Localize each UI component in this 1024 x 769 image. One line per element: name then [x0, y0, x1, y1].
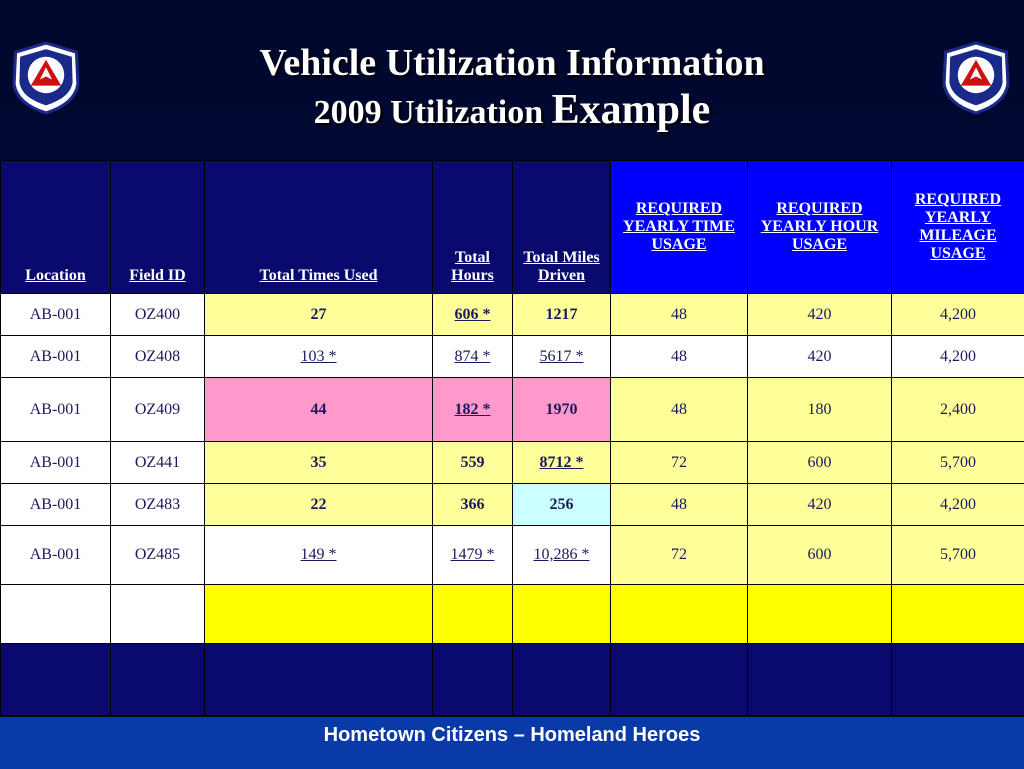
utilization-table — [0, 160, 1024, 716]
empty-cell — [611, 585, 748, 644]
cell-miles: 256 — [513, 484, 611, 526]
table-row — [1, 442, 1024, 484]
slide-title — [0, 38, 1024, 135]
cell-req-hour: 420 — [748, 336, 892, 378]
cell-hours: 366 — [433, 484, 513, 526]
title-line-2-example: Example — [552, 87, 711, 133]
cell-miles: 1217 — [513, 294, 611, 336]
empty-cell — [1, 644, 111, 716]
cell-location: AB-001 — [1, 526, 111, 585]
cell-miles[interactable]: 8712 * — [513, 442, 611, 484]
header-total-times-used: Total Times Used — [205, 161, 433, 294]
empty-cell — [892, 644, 1024, 716]
cell-location: AB-001 — [1, 378, 111, 442]
empty-cell — [748, 585, 892, 644]
empty-cell — [748, 644, 892, 716]
table-row — [1, 294, 1024, 336]
header-required-mileage-usage: REQUIRED YEARLY MILEAGE USAGE — [892, 161, 1024, 294]
title-line-1: Vehicle Utilization Information — [0, 38, 1024, 88]
cell-req-mileage: 4,200 — [892, 484, 1024, 526]
cell-req-mileage: 4,200 — [892, 294, 1024, 336]
title-line-2-year: 2009 Utilization — [314, 94, 543, 131]
cell-req-hour: 600 — [748, 442, 892, 484]
cell-hours[interactable]: 606 * — [433, 294, 513, 336]
table-row — [1, 526, 1024, 585]
cell-req-time: 72 — [611, 442, 748, 484]
cell-req-time: 48 — [611, 378, 748, 442]
title-line-2 — [0, 88, 1024, 135]
header-field-id: Field ID — [111, 161, 205, 294]
cell-times-used[interactable]: 149 * — [205, 526, 433, 585]
empty-cell — [611, 644, 748, 716]
empty-row — [1, 644, 1024, 716]
empty-cell — [111, 585, 205, 644]
empty-cell — [433, 644, 513, 716]
header-required-time-usage: REQUIRED YEARLY TIME USAGE — [611, 161, 748, 294]
cell-miles[interactable]: 5617 * — [513, 336, 611, 378]
header-row — [1, 161, 1024, 294]
table-row — [1, 336, 1024, 378]
cell-req-mileage: 2,400 — [892, 378, 1024, 442]
cell-req-time: 48 — [611, 336, 748, 378]
cell-times-used[interactable]: 103 * — [205, 336, 433, 378]
header-total-hours: Total Hours — [433, 161, 513, 294]
cell-hours[interactable]: 1479 * — [433, 526, 513, 585]
cell-req-mileage: 4,200 — [892, 336, 1024, 378]
header-location: Location — [1, 161, 111, 294]
empty-row — [1, 585, 1024, 644]
header-required-hour-usage: REQUIRED YEARLY HOUR USAGE — [748, 161, 892, 294]
cell-req-hour: 420 — [748, 294, 892, 336]
table-row — [1, 484, 1024, 526]
cell-req-time: 72 — [611, 526, 748, 585]
cell-times-used: 35 — [205, 442, 433, 484]
civil-air-patrol-logo-icon — [8, 40, 84, 116]
cell-field-id: OZ408 — [111, 336, 205, 378]
cell-field-id: OZ409 — [111, 378, 205, 442]
cell-field-id: OZ400 — [111, 294, 205, 336]
cell-field-id: OZ483 — [111, 484, 205, 526]
cell-hours[interactable]: 874 * — [433, 336, 513, 378]
cell-req-mileage: 5,700 — [892, 442, 1024, 484]
cell-location: AB-001 — [1, 484, 111, 526]
cell-req-hour: 180 — [748, 378, 892, 442]
table-row — [1, 378, 1024, 442]
header-total-miles-driven: Total Miles Driven — [513, 161, 611, 294]
cell-req-mileage: 5,700 — [892, 526, 1024, 585]
cell-hours[interactable]: 182 * — [433, 378, 513, 442]
cell-req-hour: 420 — [748, 484, 892, 526]
cell-location: AB-001 — [1, 336, 111, 378]
empty-cell — [1, 585, 111, 644]
cell-req-hour: 600 — [748, 526, 892, 585]
empty-cell — [111, 644, 205, 716]
cell-req-time: 48 — [611, 294, 748, 336]
empty-cell — [205, 585, 433, 644]
empty-cell — [205, 644, 433, 716]
cell-field-id: OZ485 — [111, 526, 205, 585]
empty-cell — [892, 585, 1024, 644]
empty-cell — [513, 644, 611, 716]
civil-air-patrol-logo-icon — [938, 40, 1014, 116]
cell-field-id: OZ441 — [111, 442, 205, 484]
cell-miles[interactable]: 10,286 * — [513, 526, 611, 585]
cell-hours: 559 — [433, 442, 513, 484]
cell-times-used: 44 — [205, 378, 433, 442]
cell-times-used: 22 — [205, 484, 433, 526]
cell-miles: 1970 — [513, 378, 611, 442]
empty-cell — [513, 585, 611, 644]
cell-location: AB-001 — [1, 442, 111, 484]
empty-cell — [433, 585, 513, 644]
cell-location: AB-001 — [1, 294, 111, 336]
cell-times-used: 27 — [205, 294, 433, 336]
footer-tagline: Hometown Citizens – Homeland Heroes — [0, 716, 1024, 769]
cell-req-time: 48 — [611, 484, 748, 526]
